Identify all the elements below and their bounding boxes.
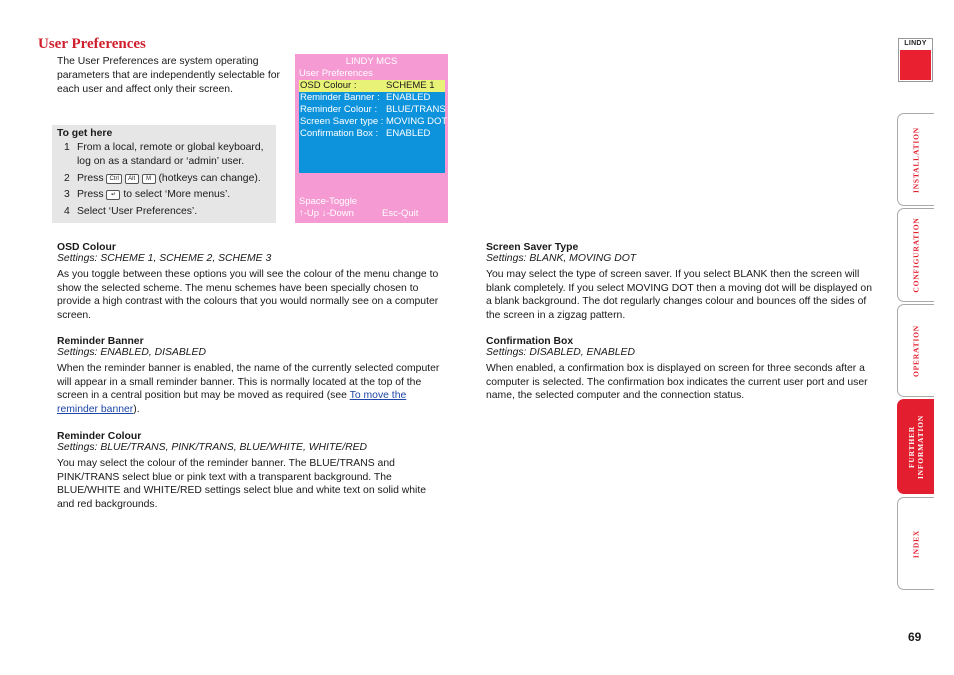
step-2 [64, 172, 272, 186]
step-number: 1 [64, 142, 70, 153]
section-reminder-banner [57, 336, 445, 417]
osd-footer-quit: Esc-Quit [382, 208, 419, 219]
osd-row-reminder-banner [299, 92, 445, 104]
step-prefix: Press [77, 189, 104, 200]
get-here-heading: To get here [57, 128, 113, 139]
section-body: You may select the colour of the reminder banner. The BLUE/TRANS and PINK/TRANS select blue or pink text with a transparent background. The BLUE/WHITE and WHITE/RED settings select blue and white text on solid white and red backgrounds. [57, 458, 427, 511]
step-4 [64, 205, 272, 219]
section-settings: Settings: BLANK, MOVING DOT [486, 253, 637, 264]
step-text: From a local, remote or global keyboard, log on as a standard or ‘admin’ user. [77, 142, 264, 167]
section-screen-saver [486, 242, 878, 323]
enter-key-icon: ↵ [106, 190, 120, 200]
osd-footer-toggle: Space-Toggle [299, 196, 358, 207]
osd-row-reminder-colour [299, 104, 445, 116]
section-reminder-colour [57, 431, 445, 512]
section-heading: Reminder Colour [57, 431, 142, 442]
section-body: As you toggle between these options you will see the colour of the menu change to show the selected scheme. The menu schemes have been specially chosen to provide a high contrast with the colours that you would normally see on a computer screen. [57, 269, 439, 322]
intro-text: The User Preferences are system operating parameters that are independently selectable for each user and affect only their screen. [57, 56, 280, 95]
tab-installation[interactable] [897, 113, 934, 206]
logo-text: LINDY [904, 40, 927, 47]
section-heading: Confirmation Box [486, 336, 574, 347]
tab-index[interactable] [897, 497, 934, 590]
tab-label-line2: INFORMATION [916, 414, 925, 479]
section-osd-colour [57, 242, 445, 323]
m-key-icon: M [142, 174, 156, 184]
lindy-logo [898, 38, 933, 82]
section-confirmation-box [486, 336, 878, 403]
osd-row-screen-saver [299, 116, 448, 128]
osd-row-osd-colour [299, 80, 445, 92]
tab-label: OPERATION [911, 324, 921, 377]
osd-row-label: Screen Saver type : [300, 116, 384, 127]
section-body: When enabled, a confirmation box is displayed on screen for three seconds after a computer is selected. The confirmation box indicates the current user port and user name, the selected computer and the connection status. [486, 363, 868, 402]
osd-title: LINDY MCS [345, 56, 398, 67]
alt-key-icon: Alt [125, 174, 139, 184]
step-3 [64, 188, 272, 202]
section-settings: Settings: ENABLED, DISABLED [57, 347, 206, 358]
osd-subtitle: User Preferences [299, 68, 373, 79]
get-here-box [52, 125, 276, 223]
ctrl-key-icon: Ctrl [106, 174, 121, 184]
osd-menu-screenshot [295, 54, 448, 223]
osd-row-label: Reminder Colour : [300, 104, 378, 115]
step-number: 2 [64, 173, 70, 184]
tab-label: CONFIGURATION [911, 217, 921, 293]
step-number: 4 [64, 206, 70, 217]
osd-footer-nav: ↑-Up ↓-Down [299, 208, 354, 219]
section-settings: Settings: DISABLED, ENABLED [486, 347, 635, 358]
tab-configuration[interactable] [897, 208, 934, 302]
section-heading: Reminder Banner [57, 336, 144, 347]
section-body: When the reminder banner is enabled, the name of the currently selected computer will appear in a small reminder banner. This is normally located at the top of the screen in a central position but may be moved as required (see [57, 363, 440, 402]
step-1 [64, 141, 272, 169]
tab-label-line1: FURTHER [907, 425, 916, 468]
section-body-end: ). [133, 404, 140, 416]
osd-row-label: Confirmation Box : [300, 128, 379, 139]
tab-further-information[interactable] [897, 399, 934, 494]
osd-row-value: ENABLED [386, 92, 431, 103]
step-suffix: to select ‘More menus’. [123, 189, 231, 200]
tab-label: INSTALLATION [911, 126, 921, 193]
tab-operation[interactable] [897, 304, 934, 397]
osd-row-label: Reminder Banner : [300, 92, 380, 103]
osd-row-value: SCHEME 1 [386, 80, 435, 91]
osd-row-label: OSD Colour : [300, 80, 357, 91]
step-suffix: (hotkeys can change). [158, 173, 261, 184]
osd-row-value: BLUE/TRANS [386, 104, 446, 115]
osd-row-confirmation-box [299, 128, 445, 140]
step-text: Select ‘User Preferences’. [77, 206, 198, 217]
page-number: 69 [908, 630, 922, 644]
section-body: You may select the type of screen saver. If you select BLANK then the screen will blank completely. If you select MOVING DOT then a moving dot will be displayed on a blank background. The dot regularly changes colour and bounces off the sides of the screen in a zigzag pattern. [486, 269, 872, 322]
page-title: User Preferences [38, 36, 146, 52]
osd-options-panel [299, 80, 448, 173]
step-number: 3 [64, 189, 70, 200]
step-prefix: Press [77, 173, 104, 184]
section-settings: Settings: BLUE/TRANS, PINK/TRANS, BLUE/WHITE, WHITE/RED [57, 442, 368, 453]
section-heading: OSD Colour [57, 242, 116, 253]
osd-row-value: ENABLED [386, 128, 431, 139]
section-settings: Settings: SCHEME 1, SCHEME 2, SCHEME 3 [57, 253, 272, 264]
logo-red-block [900, 50, 931, 80]
move-reminder-banner-link[interactable]: To move the reminder banner [57, 390, 407, 416]
section-heading: Screen Saver Type [486, 242, 579, 253]
osd-row-value: MOVING DOT [386, 116, 448, 127]
tab-label: INDEX [911, 529, 921, 558]
